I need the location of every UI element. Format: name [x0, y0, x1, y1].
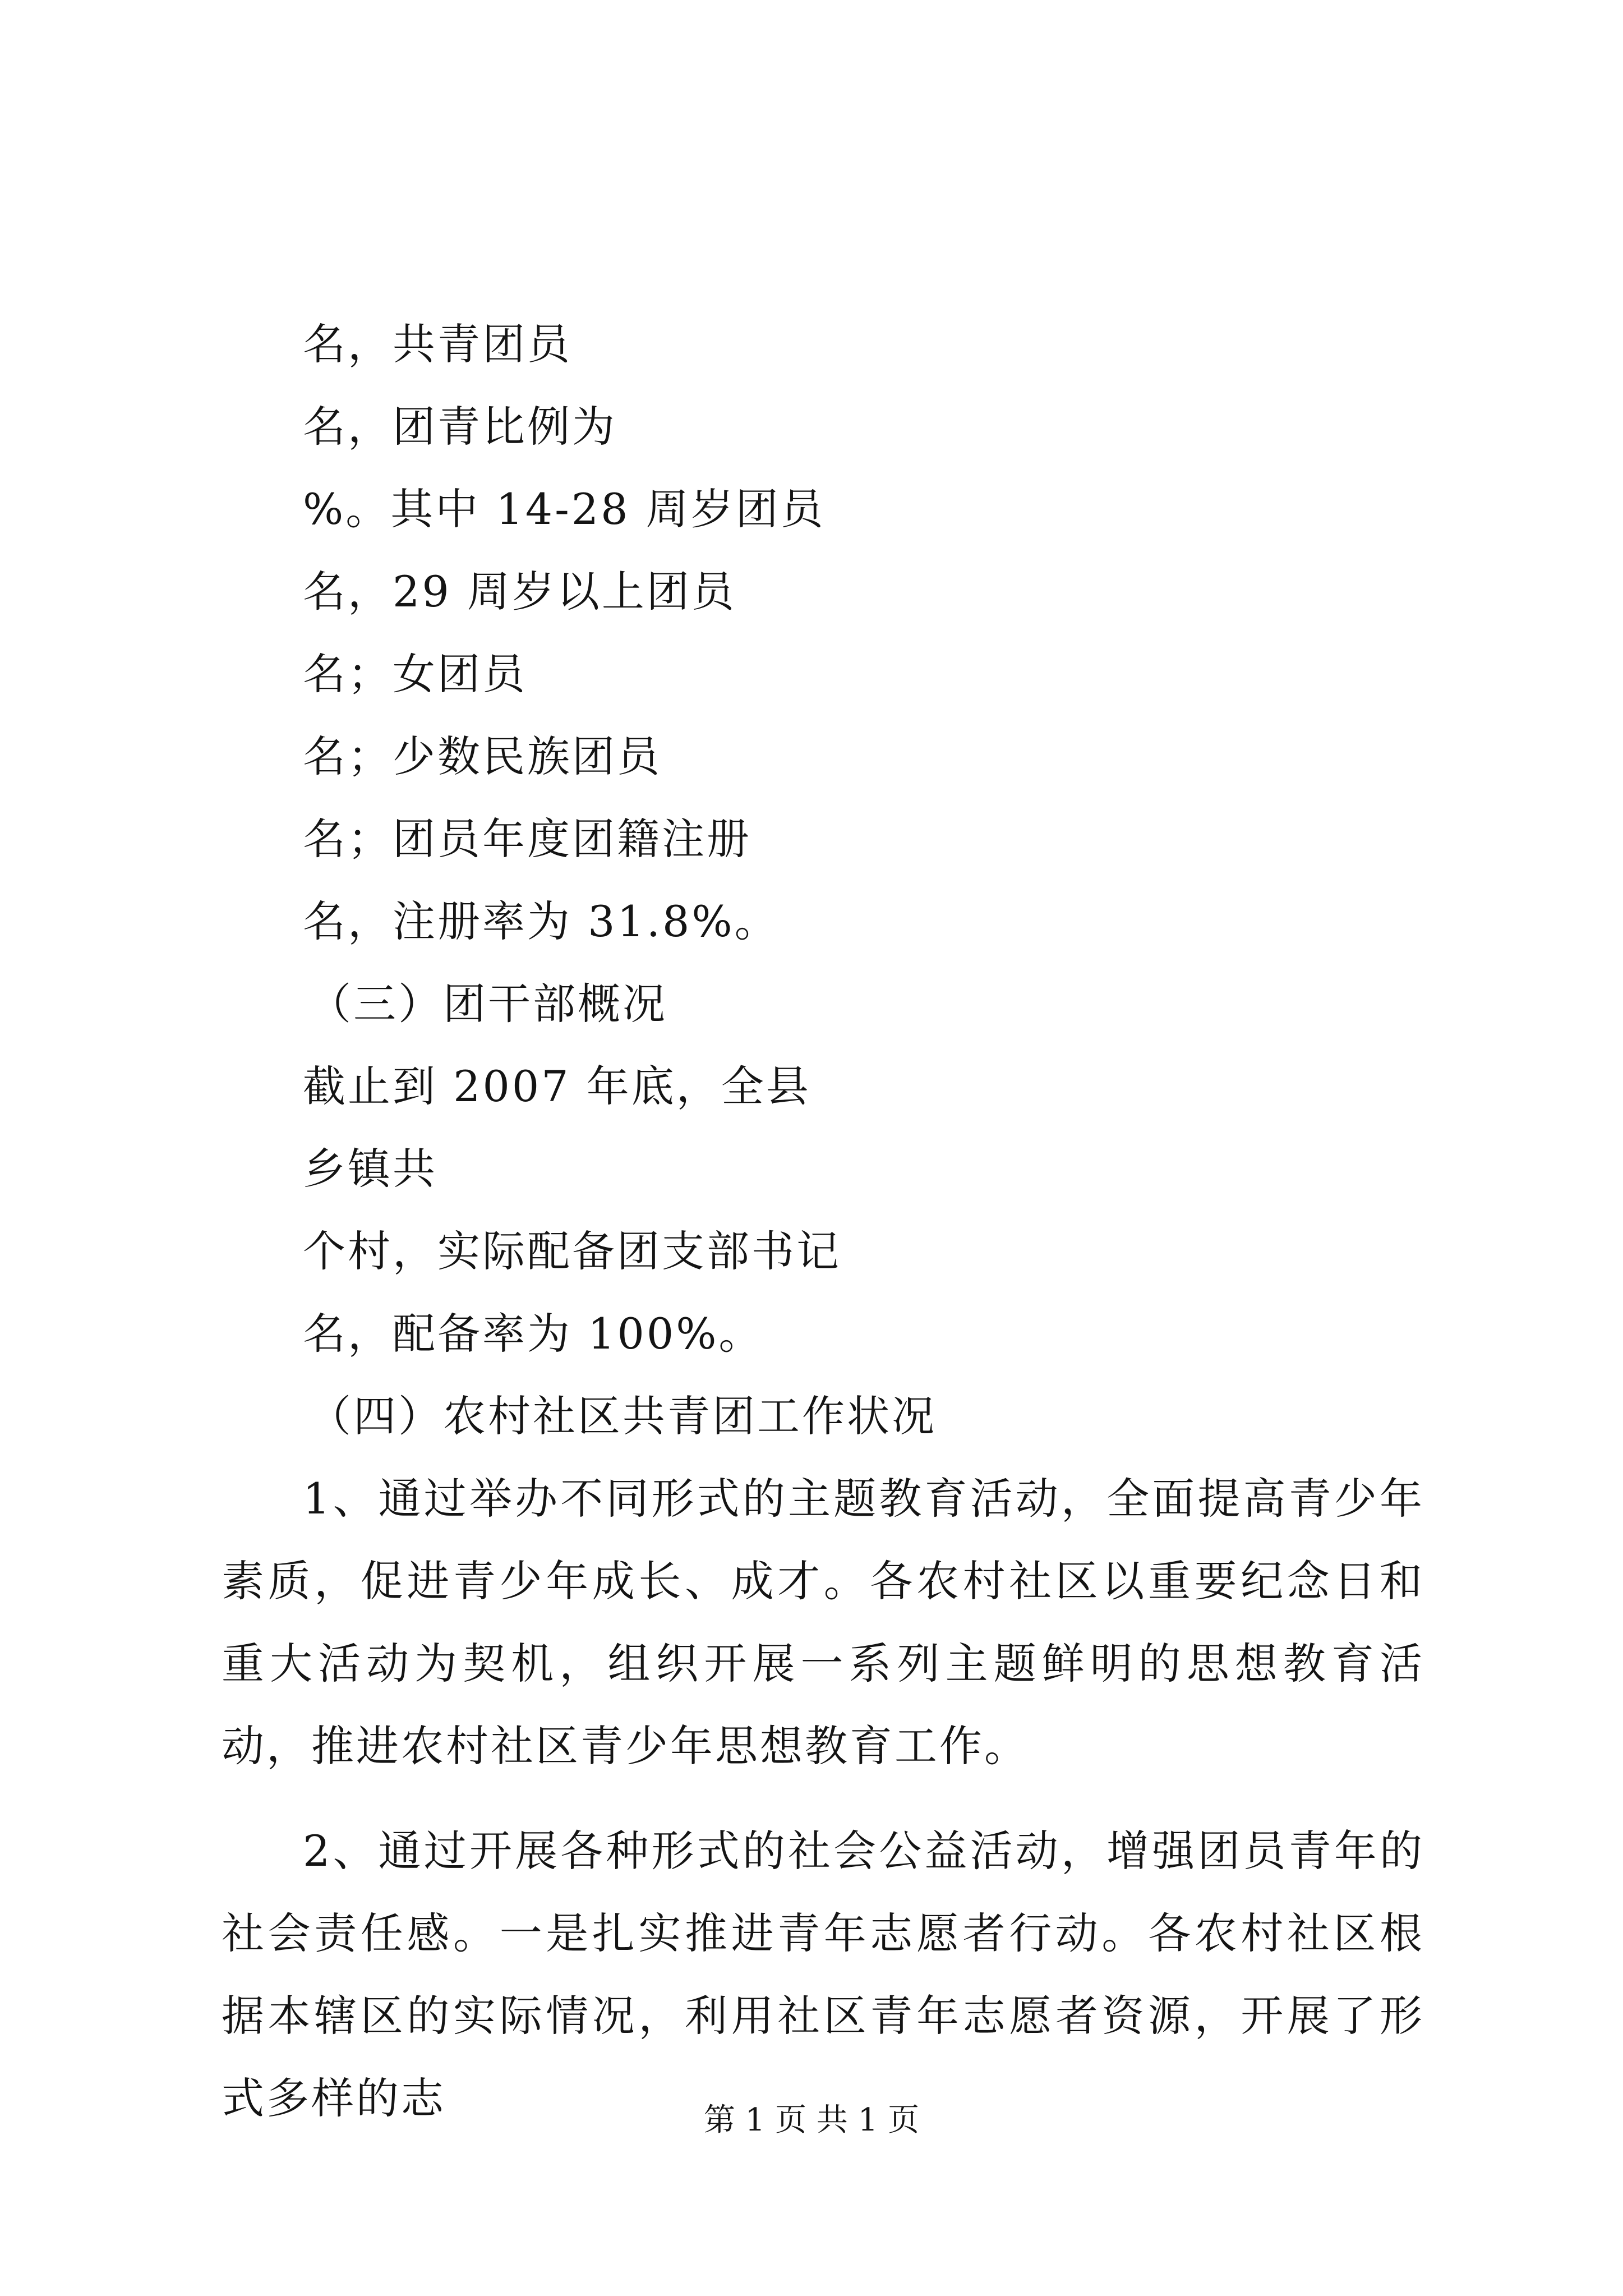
section-heading: （四）农村社区共青团工作状况 — [308, 1391, 937, 1441]
text-line: 名，配备率为 100%。 — [303, 1309, 764, 1359]
text-line: %。其中 14-28 周岁团员 — [303, 484, 826, 534]
paragraph: 1、通过举办不同形式的主题教育活动，全面提高青少年素质，促进青少年成长、成才。各农村社区以重要纪念日和重大活动为契机，组织开展一系列主题鲜明的思想教育活动，推进农村社区青少年思想教育工作。 — [222, 1474, 1424, 1771]
text-line: 名，共青团员 — [303, 319, 572, 369]
text-line: 乡镇共 — [303, 1144, 437, 1194]
text-line: 名；少数民族团员 — [303, 731, 662, 781]
text-line: 个村，实际配备团支部书记 — [303, 1226, 841, 1276]
page-footer: 第 1 页 共 1 页 — [703, 2102, 920, 2138]
section-heading: （三）团干部概况 — [308, 979, 667, 1029]
text-line: 名，29 周岁以上团员 — [303, 567, 736, 616]
text-line: 名；女团员 — [303, 649, 527, 699]
paragraph: 2、通过开展各种形式的社会公益活动，增强团员青年的社会责任感。一是扎实推进青年志愿者行动。各农村社区根据本辖区的实际情况，利用社区青年志愿者资源，开展了形式多样的志 — [222, 1826, 1424, 2123]
text-line: 名；团员年度团籍注册 — [303, 814, 751, 864]
text-line: 截止到 2007 年底，全县 — [303, 1061, 811, 1111]
document-body — [222, 303, 1424, 2139]
text-line: 名，团青比例为 — [303, 402, 617, 452]
text-line: 名，注册率为 31.8%。 — [303, 896, 780, 946]
